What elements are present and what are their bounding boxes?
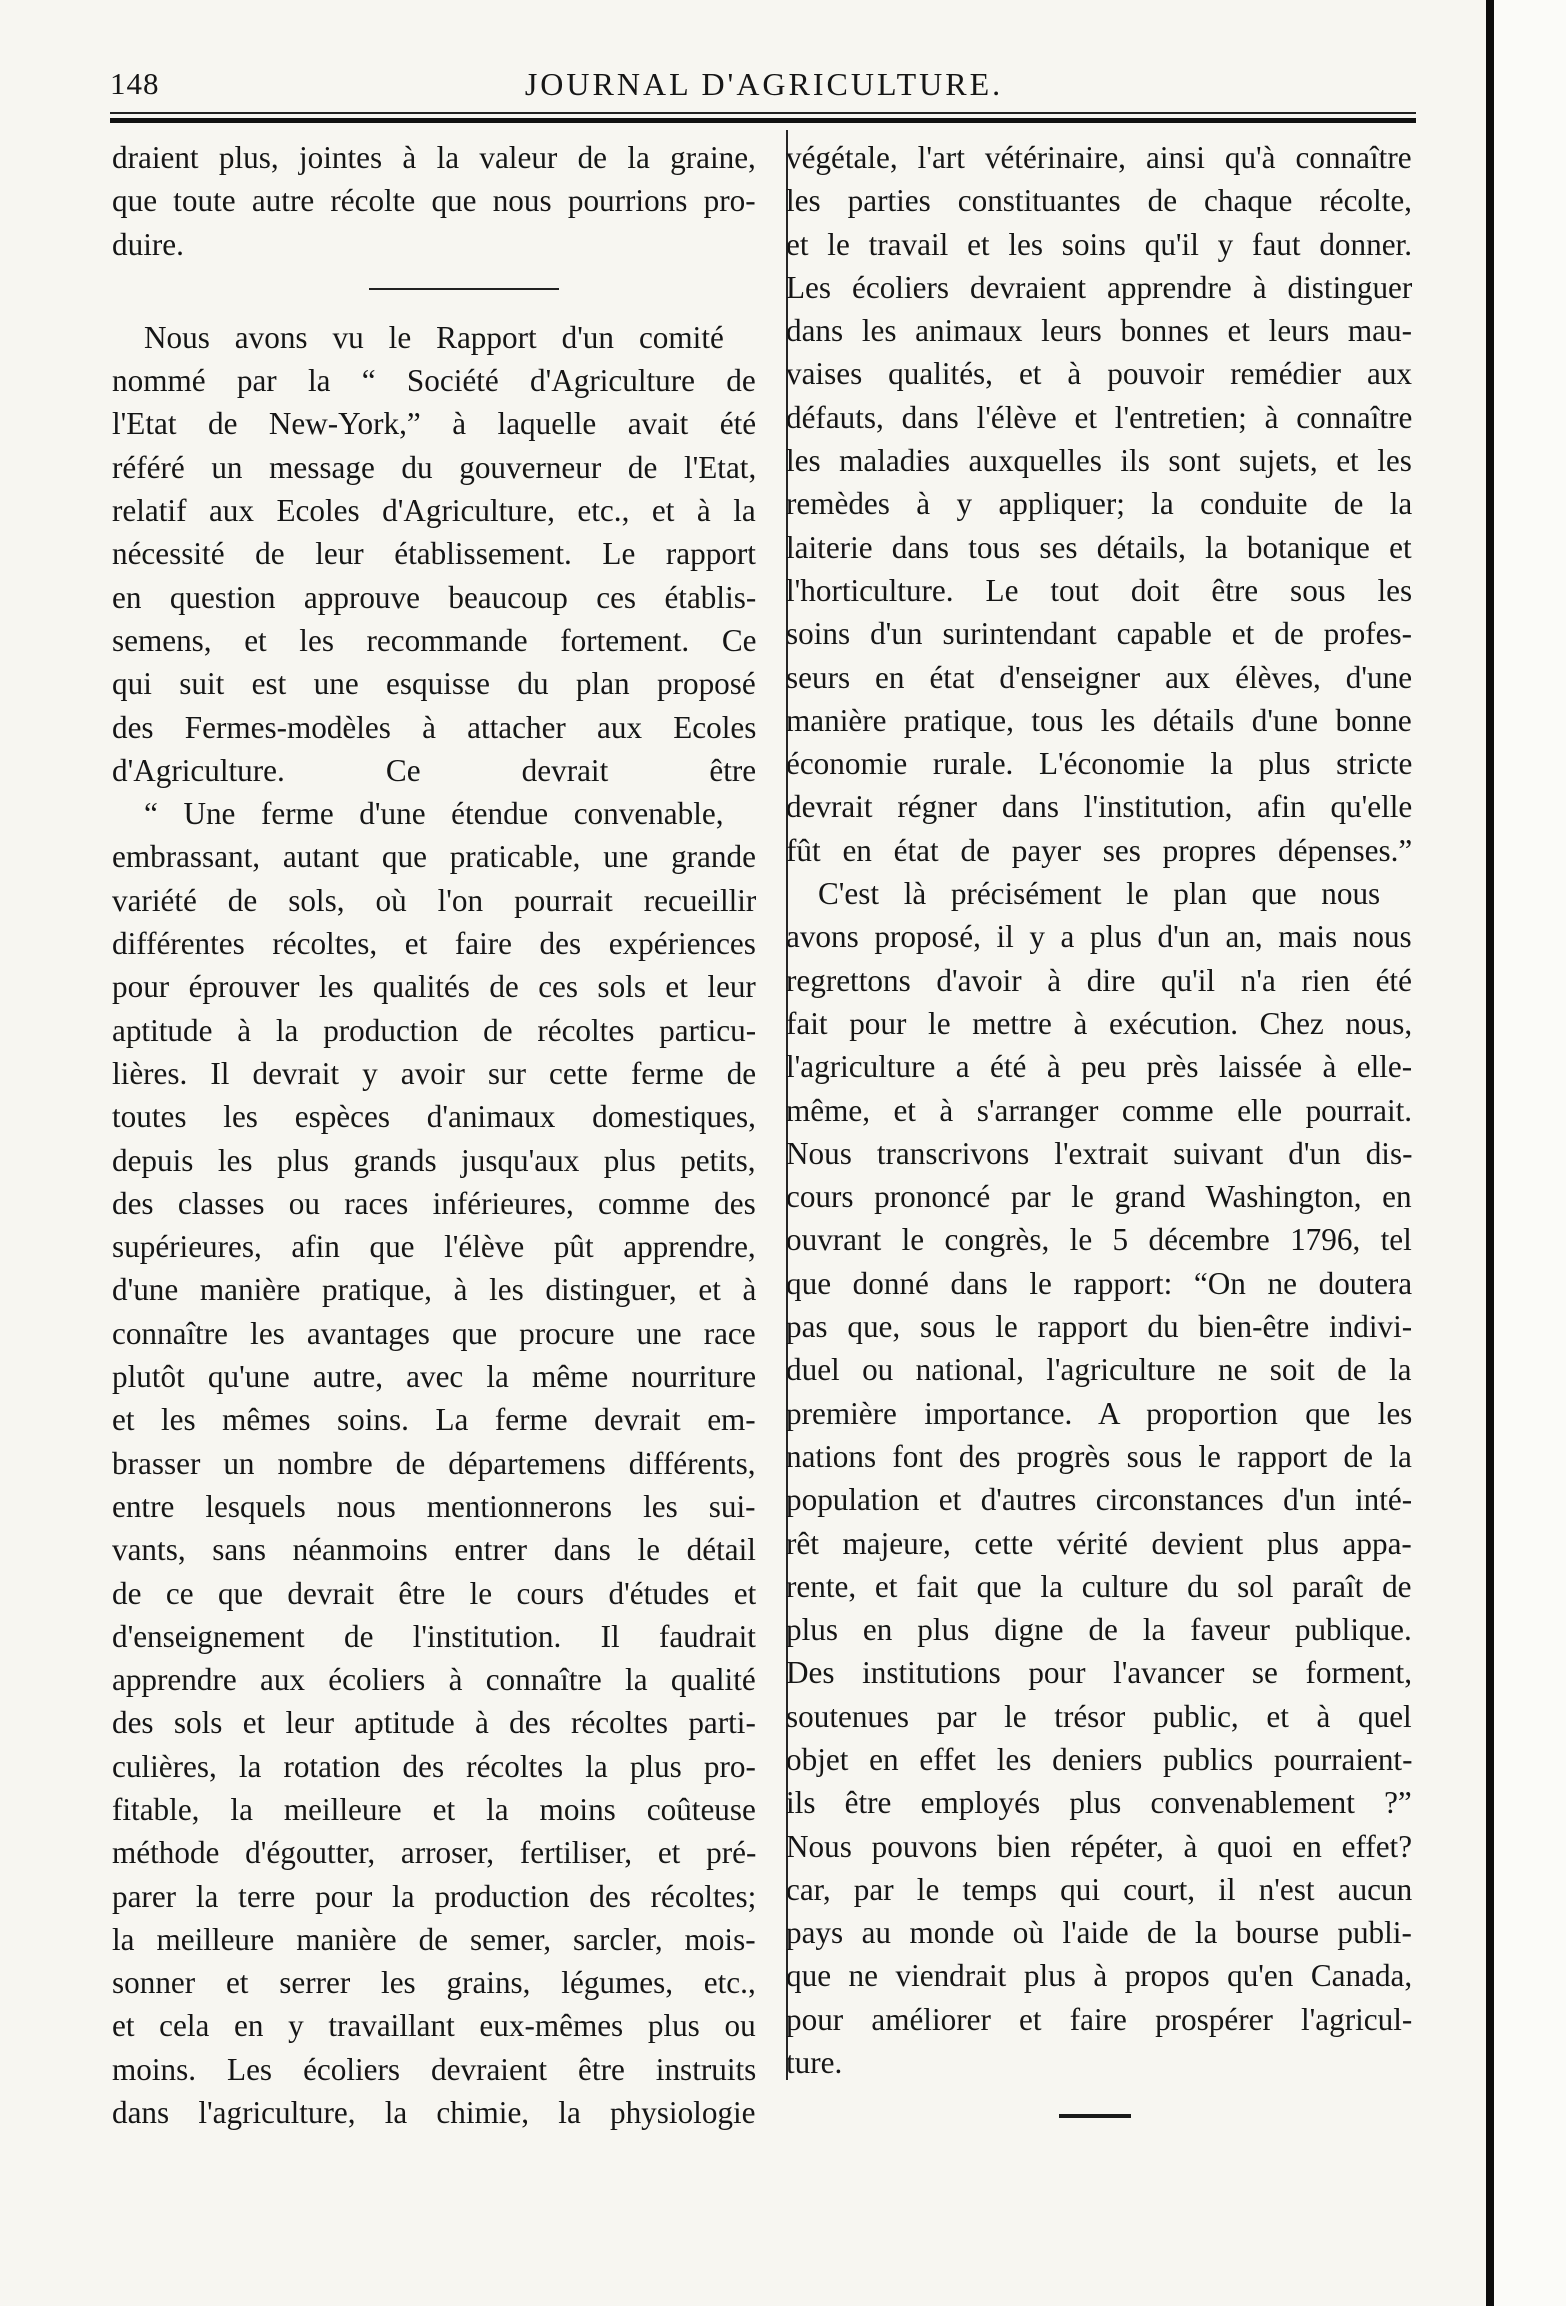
text-line: que ne viendrait plus à propos qu'en Canada, [786,1958,1412,1994]
text-line: qui suit est une esquisse du plan proposé [112,666,756,702]
text-line: entre lesquels nous mentionnerons les sui- [112,1488,756,1524]
text-line: des sols et leur aptitude à des récoltes parti- [112,1705,756,1741]
text-line: ouvrant le congrès, le 5 décembre 1796, tel [786,1222,1412,1258]
header-rule-thick [110,118,1416,123]
text-line: en question approuve beaucoup ces établis- [112,579,756,615]
text-line: et les mêmes soins. La ferme devrait em- [112,1402,756,1438]
left-column [112,136,756,2134]
text-line: C'est là précisément le plan que nous [818,876,1381,912]
text-line: moins. Les écoliers devraient être instruits [112,2051,756,2087]
text-line: laiterie dans tous ses détails, la botanique et [786,529,1412,565]
text-line: Nous pouvons bien répéter, à quoi en effet? [786,1828,1412,1864]
text-line: depuis les plus grands jusqu'aux plus petits, [112,1142,756,1178]
text-line: des classes ou races inférieures, comme des [112,1185,756,1221]
text-line: l'horticulture. Le tout doit être sous les [786,572,1412,608]
text-line: toutes les espèces d'animaux domestiques, [112,1099,756,1135]
text-line: objet en effet les deniers publics pourraient- [786,1741,1412,1777]
text-line: avons proposé, il y a plus d'un an, mais nous [786,919,1412,955]
text-line: car, par le temps qui court, il n'est aucun [786,1871,1412,1907]
text-line: méthode d'égoutter, arroser, fertiliser, et pré- [112,1835,756,1871]
text-line: devrait régner dans l'institution, afin qu'elle [786,789,1412,825]
page-number: 148 [110,66,160,101]
left-main-text [112,316,756,2134]
text-line: économie rurale. L'économie la plus stricte [786,746,1412,782]
running-title: JOURNAL D'AGRICULTURE. [524,66,1004,102]
text-line: l'Etat de New-York,” à laquelle avait été [112,406,756,442]
text-line: pour éprouver les qualités de ces sols et leur [112,969,756,1005]
text-line: défauts, dans l'élève et l'entretien; à connaître [786,399,1412,435]
text-line: dans l'agriculture, la chimie, la physiologie [112,2095,756,2131]
text-line: différentes récoltes, et faire des expériences [112,926,756,962]
text-line: embrassant, autant que praticable, une grande [112,839,756,875]
text-line: même, et à s'arranger comme elle pourrait. [786,1092,1412,1128]
text-line: vants, sans néanmoins entrer dans le détail [112,1532,756,1568]
text-line: duire. [112,226,184,262]
text-line: cours prononcé par le grand Washington, en [786,1179,1412,1215]
text-line: les parties constituantes de chaque récolte, [786,183,1412,219]
text-line: vaises qualités, et à pouvoir remédier aux [786,356,1412,392]
right-text-part-a [786,136,1412,872]
text-line: nécessité de leur établissement. Le rapport [112,536,756,572]
text-line: soutenues par le trésor public, et à quel [786,1698,1412,1734]
text-line: remèdes à y appliquer; la conduite de la [786,486,1412,522]
text-line: regrettons d'avoir à dire qu'il n'a rien été [786,962,1412,998]
text-line: d'enseignement de l'institution. Il faudrait [112,1618,756,1654]
page-binding-edge [1486,0,1494,2306]
text-line: apprendre aux écoliers à connaître la qualité [112,1662,756,1698]
text-line: culières, la rotation des récoltes la plus pro- [112,1748,756,1784]
text-line: semens, et les recommande fortement. Ce [112,622,756,658]
text-line: pour améliorer et faire prospérer l'agricul- [786,2001,1412,2037]
text-line: relatif aux Ecoles d'Agriculture, etc., et à la [112,493,756,529]
text-line: fût en état de payer ses propres dépenses.” [786,832,1412,868]
text-line: fait pour le mettre à exécution. Chez nous, [786,1005,1412,1041]
text-line: connaître les avantages que procure une race [112,1315,756,1351]
header-rule-thin [110,112,1416,114]
text-line: et cela en y travaillant eux-mêmes plus ou [112,2008,756,2044]
text-line: variété de sols, où l'on pourrait recueillir [112,882,756,918]
text-line: d'une manière pratique, à les distinguer, et à [112,1272,756,1308]
text-line: l'agriculture a été à peu près laissée à elle- [786,1049,1412,1085]
text-line: que donné dans le rapport: “On ne doutera [786,1265,1412,1301]
text-line: et le travail et les soins qu'il y faut donner. [786,226,1412,262]
text-line: draient plus, jointes à la valeur de la graine, [112,140,756,175]
text-line: les maladies auxquelles ils sont sujets, et les [786,443,1412,479]
text-line: rente, et fait que la culture du sol paraît de [786,1568,1412,1604]
text-line: la meilleure manière de semer, sarcler, mois- [112,1921,756,1957]
text-line: parer la terre pour la production des récoltes; [112,1878,756,1914]
right-column [786,136,1412,2118]
text-line: d'Agriculture. Ce devrait être [112,752,756,788]
text-line: Des institutions pour l'avancer se forment, [786,1655,1412,1691]
text-line: plutôt qu'une autre, avec la même nourriture [112,1359,756,1395]
text-line: “ Une ferme d'une étendue convenable, [144,796,724,832]
text-line: nations font des progrès sous le rapport de la [786,1438,1412,1474]
text-line: ils être employés plus convenablement ?” [786,1785,1412,1821]
text-line: référé un message du gouverneur de l'Etat, [112,449,756,485]
text-line: sonner et serrer les grains, légumes, etc., [112,1965,756,2001]
text-line: ture. [786,2045,843,2081]
text-line: manière pratique, tous les détails d'une bonne [786,702,1412,738]
article-end-rule [1059,2114,1131,2118]
text-line: nommé par la “ Société d'Agriculture de [112,363,756,399]
section-separator-rule [369,288,559,290]
right-text-part-b [786,872,1412,2084]
text-line: Les écoliers devraient apprendre à distinguer [786,269,1412,305]
text-line: supérieures, afin que l'élève pût apprendre, [112,1229,756,1265]
text-line: plus en plus digne de la faveur publique. [786,1612,1412,1648]
text-line: lières. Il devrait y avoir sur cette ferme de [112,1055,756,1091]
page-margin-outside [1494,0,1566,2306]
text-line: Nous transcrivons l'extrait suivant d'un dis- [786,1135,1412,1171]
left-intro-paragraph [112,136,756,266]
text-line: de ce que devrait être le cours d'études et [112,1575,756,1611]
page-header [110,66,1418,106]
text-line: rêt majeure, cette vérité devient plus appa- [786,1525,1412,1561]
text-line: pays au monde où l'aide de la bourse publi- [786,1915,1412,1951]
text-line: première importance. A proportion que les [786,1395,1412,1431]
text-line: fitable, la meilleure et la moins coûteuse [112,1791,756,1827]
text-line: des Fermes-modèles à attacher aux Ecoles [112,709,756,745]
text-line: Nous avons vu le Rapport d'un comité [144,319,724,355]
text-line: seurs en état d'enseigner aux élèves, d'une [786,659,1412,695]
text-line: duel ou national, l'agriculture ne soit de la [786,1352,1412,1388]
text-line: aptitude à la production de récoltes particu- [112,1012,756,1048]
text-line: pas que, sous le rapport du bien-être indivi- [786,1309,1412,1345]
text-line: soins d'un surintendant capable et de profes- [786,616,1412,652]
text-line: végétale, l'art vétérinaire, ainsi qu'à connaître [786,140,1412,175]
text-line: que toute autre récolte que nous pourrions pro- [112,183,756,219]
text-line: dans les animaux leurs bonnes et leurs mau- [786,313,1412,349]
text-line: brasser un nombre de départemens différents, [112,1445,756,1481]
text-line: population et d'autres circonstances d'un inté- [786,1482,1412,1518]
